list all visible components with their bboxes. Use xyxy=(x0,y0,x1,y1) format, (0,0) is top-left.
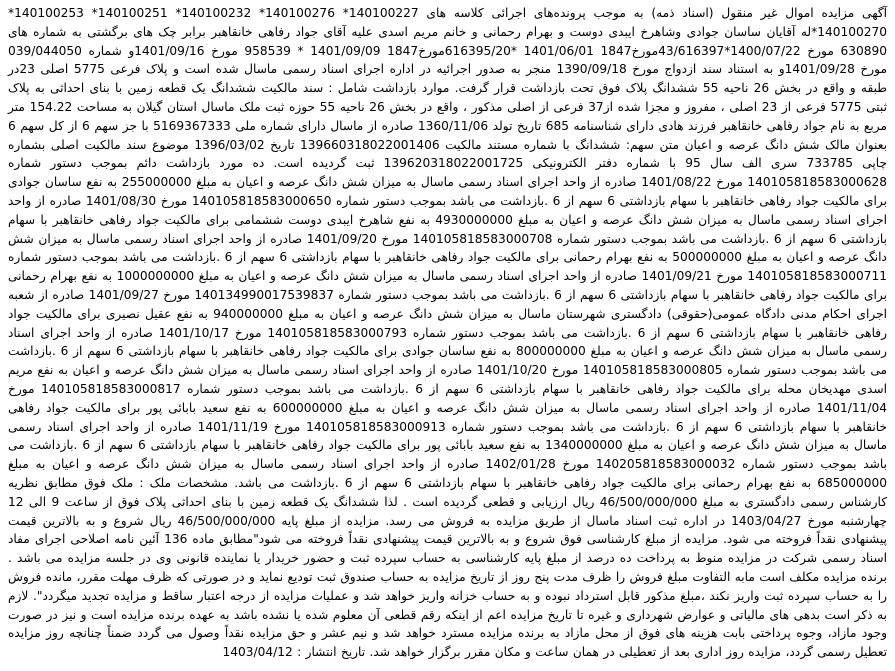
auction-notice-text: آگهی مزایده اموال غیر منقول (اسناد ذمه) به موجب پرونده‌های اجرائی کلاسه های 140100227* 140100276* 140100232* 140100251* 140100253* 140100270*له آقایان ساسان جوادی وشاهرخ ایبدی دوست و بهرام رحمانی و خانم مریم اسدی علیه آقای جواد رفاهی خانقاهبر برابر چک های برگشتی به شماره های 630890 مورخ 1400/07/22*43/616397مورخ1847 1401/06/01 *616395/20مورخ1847 1401/09/09 * 958539 مورخ 1401/09/16و شماره 039/044050 مورخ 1401/09/28و به استناد سند ازدواج مورخ 1390/09/18 منجر به صدور اجرائیه در اداره اجرای اسناد رسمی ماسال شده است و پلاک فرعی 5775 اصلی 23در طبقه و واقع در بخش 26 ناحیه 55 ششدانگ پلاک فوق تحت بازداشت قرار گرفت. موارد بازداشت شامل : سند مالکیت ششدانگ یک قطعه زمین با بنای احداثی به پلاک ثبتی 5775 فرعی از 23 اصلی ، مفروز و مجزا شده از37 فرعی از اصلی مذکور ، واقع در بخش 26 ناحیه 55 حوزه ثبت ملک ماسال استان گیلان به مساحت 154.22 متر مربع به نام جواد رفاهی خانقاهبر فرزند هادی دارای شناسنامه 685 تاریخ تولد 1360/11/06 صادره از ماسال دارای شماره ملی 5169367333 با جز سهم 6 از کل سهم 6 بعنوان مالک شش دانگ عرصه و اعیان متن سهم: ششدانگ با شماره مستند مالکیت 139660318022001406 تاریخ 1396/03/02 موضوع سند مالکیت اصلی بشماره چاپی 733785 سری الف سال 95 با شماره دفتر الکترونیکی 139620318022001725 ثبت گردیده است. ده مورد بازداشت دائم بموجب دستور شماره 140105818583000628 مورخ 1401/08/22 صادره از واحد اجرای اسناد رسمی ماسال به میزان شش دانگ عرصه و اعیان به مبلغ 255000000 به نفع ساسان جوادی برای مالکیت جواد رفاهی خانقاهبر با سهام بازداشتی 6 سهم از 6 .بازداشت می باشد بموجب دستور شماره 140105818583000650 مورخ 1401/08/30 صادره از واحد اجرای اسناد رسمی ماسال به میزان شش دانگ عرصه و اعیان به مبلغ 4930000000 به نفع شاهرخ ایبدی دوست ششمامی برای مالکیت جواد رفاهی خانقاهبر با سهام بازداشتی 6 سهم از 6 .بازداشت می باشد بموجب دستور شماره 140105818583000708 مورخ 1401/09/20 صادره از واحد اجرای اسناد رسمی ماسال به میزان شش دانگ عرصه و اعیان به مبلغ 500000000 به نفع بهرام رحمانی برای مالکیت جواد رفاهی خانقاهبر با سهام بازداشتی 6 سهم از 6 .بازداشت می باشد بموجب دستور شماره 140105818583000711 مورخ 1401/09/21 صادره از واحد اجرای اسناد رسمی ماسال به میزان شش دانگ عرصه و اعیان به مبلغ 1000000000 به نفع بهرام رحمانی برای مالکیت جواد رفاهی خانقاهبر با سهام بازداشتی 6 سهم از 6 .بازداشت می باشد بموجب دستور شماره 140134990017539837 مورخ 1401/09/27 صادره از شعبه اجرای احکام مدنی دادگاه عمومی(حقوقی) دادگستری شهرستان ماسال به میزان شش دانگ عرصه و اعیان به مبلغ 940000000 به نفع عقیل نصیری برای مالکیت جواد رفاهی خانقاهبر با سهام بازداشتی 6 سهم از 6 .بازداشت می باشد بموجب دستور شماره 140105818583000793 مورخ 1401/10/17 صادره از واحد اجرای اسناد رسمی ماسال به میزان شش دانگ عرصه و اعیان به مبلغ 800000000 به نفع ساسان جوادی برای مالکیت جواد رفاهی خانقاهبر با سهام بازداشتی 6 سهم از 6 .بازداشت می باشد بموجب دستور شماره 140105818583000805 مورخ 1401/10/20 صادره از واحد اجرای اسناد رسمی ماسال به میزان شش دانگ عرصه و اعیان به نفع مریم اسدی مهدیخان محله برای مالکیت جواد رفاهی خانقاهبر با سهام بازداشتی 6 سهم از 6 .بازداشت می باشد بموجب دستور شماره 140105818583000817 مورخ 1401/11/04 صادره از واحد اجرای اسناد رسمی ماسال به میزان شش دانگ عرصه و اعیان به مبلغ 600000000 به نفع سعید بابائی پور برای مالکیت جواد رفاهی خانقاهبر با سهام بازداشتی 6 سهم از 6 .بازداشت می باشد بموجب دستور شماره 140105818583000913 مورخ 1401/11/19 صادره از واحد اجرای اسناد رسمی ماسال به میزان شش دانگ عرصه و اعیان به مبلغ 1340000000 به نفع سعید بابائی پور برای مالکیت جواد رفاهی خانقاهبر با سهام بازداشتی 6 سهم از 6 .بازداشت می باشد بموجب دستور شماره 140205818583000032 مورخ 1402/01/28 صادره از واحد اجرای اسناد رسمی ماسال به میزان شش دانگ عرصه و اعیان به مبلغ 685000000 به نفع بهرام رحمانی برای مالکیت جواد رفاهی خانقاهبر با سهام بازداشتی 6 سهم از 6 .بازداشت می باشد. مشخصات ملک : ملک فوق مطابق نظریه کارشناس رسمی دادگستری به مبلغ 46/500/000/000 ریال ارزیابی و قطعی گردیده است . لذا ششدانگ یک قطعه زمین با بنای احداثی پلاک فوق از ساعت 9 الی 12 چهارشنبه مورخ 1403/04/27 در اداره ثبت اسناد ماسال از طریق مزایده به فروش می رسد. مزایده از مبلغ پایه 46/500/000/000 ریال شروع و به بالاترین قیمت پیشنهادی نقداً فروخته می شود. مزایده از مبلغ کارشناسی فوق شروع و به بالاترین قیمت پیشنهادی نقداً فروخته می شود"مطابق ماده 136 آئین نامه اصلاحی اجرای مفاد اسناد رسمی شرکت در مزایده منوط به پرداخت ده درصد از مبلغ پایه کارشناسی به حساب سپرده ثبت و حضور خریدار یا نماینده قانونی وی در جلسه مزایده می باشد . برنده مزایده مکلف است مابه التفاوت مبلغ فروش را ظرف مدت پنج روز از تاریخ مزایده به حساب صندوق ثبت تودیع نماید و در صورتی که ظرف مهلت مقرر، مانده فروش را به حساب سپرده ثبت واریز نکند ،مبلغ مذکور قابل استرداد نبوده و به حساب خزانه واریز خواهد شد و عملیات مزایده از درجه اعتبار ساقط و مزایده تجدید میگردد". لازم به ذکر است بدهی های مالیاتی و عوارض شهرداری و غیره تا تاریخ مزایده اعم از اینکه رقم قطعی آن معلوم شده یا نشده باشد به عهده برنده مزایده است و نیز در صورت وجود مازاد، وجوه پرداختی بابت هزینه های فوق از محل مازاد به برنده مزایده مسترد خواهد شد و نیم عشر و حق مزایده نقداً وصول می گردد ضمناً چنانچه روز مزایده تعطیل رسمی گردد، مزایده روز اداری بعد از تعطیلی در همان ساعت و مکان مقرر برگزار خواهد شد. تاریخ انتشار : 1403/04/12 xyxy=(8,6,888,660)
